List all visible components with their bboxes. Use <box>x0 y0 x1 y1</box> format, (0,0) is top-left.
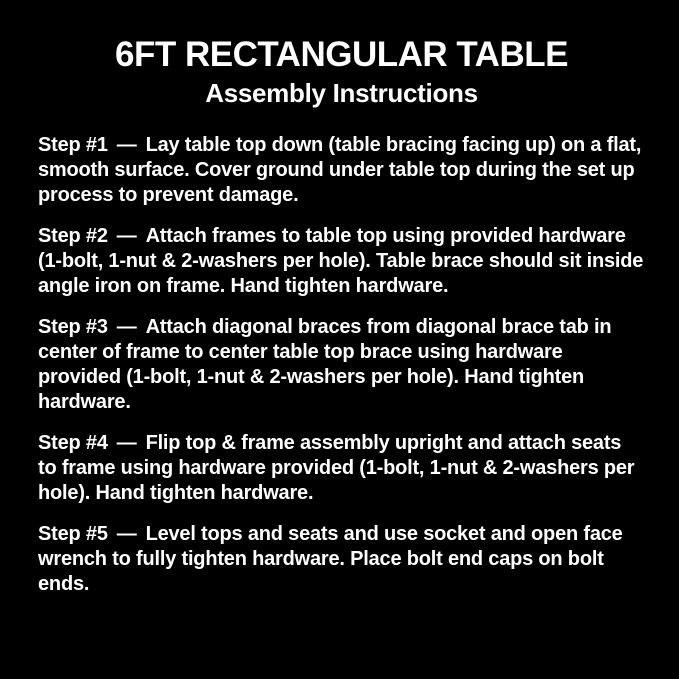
step-3-separator: — <box>116 316 137 339</box>
instruction-step-2 <box>38 224 645 299</box>
step-4-label: Step #4 <box>38 432 108 455</box>
step-3-text: Attach diagonal braces from diagonal brace tab in center of frame to center table top brace using hardware provided (1-bolt, 1-nut & 2-washers per hole). Hand tighten hardware. <box>38 316 612 414</box>
instruction-step-3 <box>38 315 645 415</box>
step-2-text: Attach frames to table top using provided hardware (1-bolt, 1-nut & 2-washers per hole). Table brace should sit inside angle iron on frame. Hand tighten hardware. <box>38 225 644 298</box>
step-1-label: Step #1 <box>38 134 108 157</box>
step-5-label: Step #5 <box>38 523 108 546</box>
instruction-step-5 <box>38 522 645 597</box>
page-title: 6FT RECTANGULAR TABLE <box>115 35 568 74</box>
step-5-separator: — <box>116 523 137 546</box>
step-3-label: Step #3 <box>38 316 108 339</box>
step-1-text: Lay table top down (table bracing facing up) on a flat, smooth surface. Cover ground under table top during the set up process to prevent damage. <box>38 134 642 207</box>
step-1-separator: — <box>116 134 137 157</box>
instruction-step-4 <box>38 431 645 506</box>
step-5-text: Level tops and seats and use socket and open face wrench to fully tighten hardware. Place bolt end caps on bolt ends. <box>38 523 623 596</box>
instruction-step-1 <box>38 133 645 208</box>
step-4-text: Flip top & frame assembly upright and attach seats to frame using hardware provided (1-bolt, 1-nut & 2-washers per hole). Hand tighten hardware. <box>38 432 635 505</box>
steps-list <box>38 133 645 597</box>
step-2-separator: — <box>116 225 137 248</box>
step-4-separator: — <box>116 432 137 455</box>
step-2-label: Step #2 <box>38 225 108 248</box>
page-subtitle: Assembly Instructions <box>205 78 478 109</box>
